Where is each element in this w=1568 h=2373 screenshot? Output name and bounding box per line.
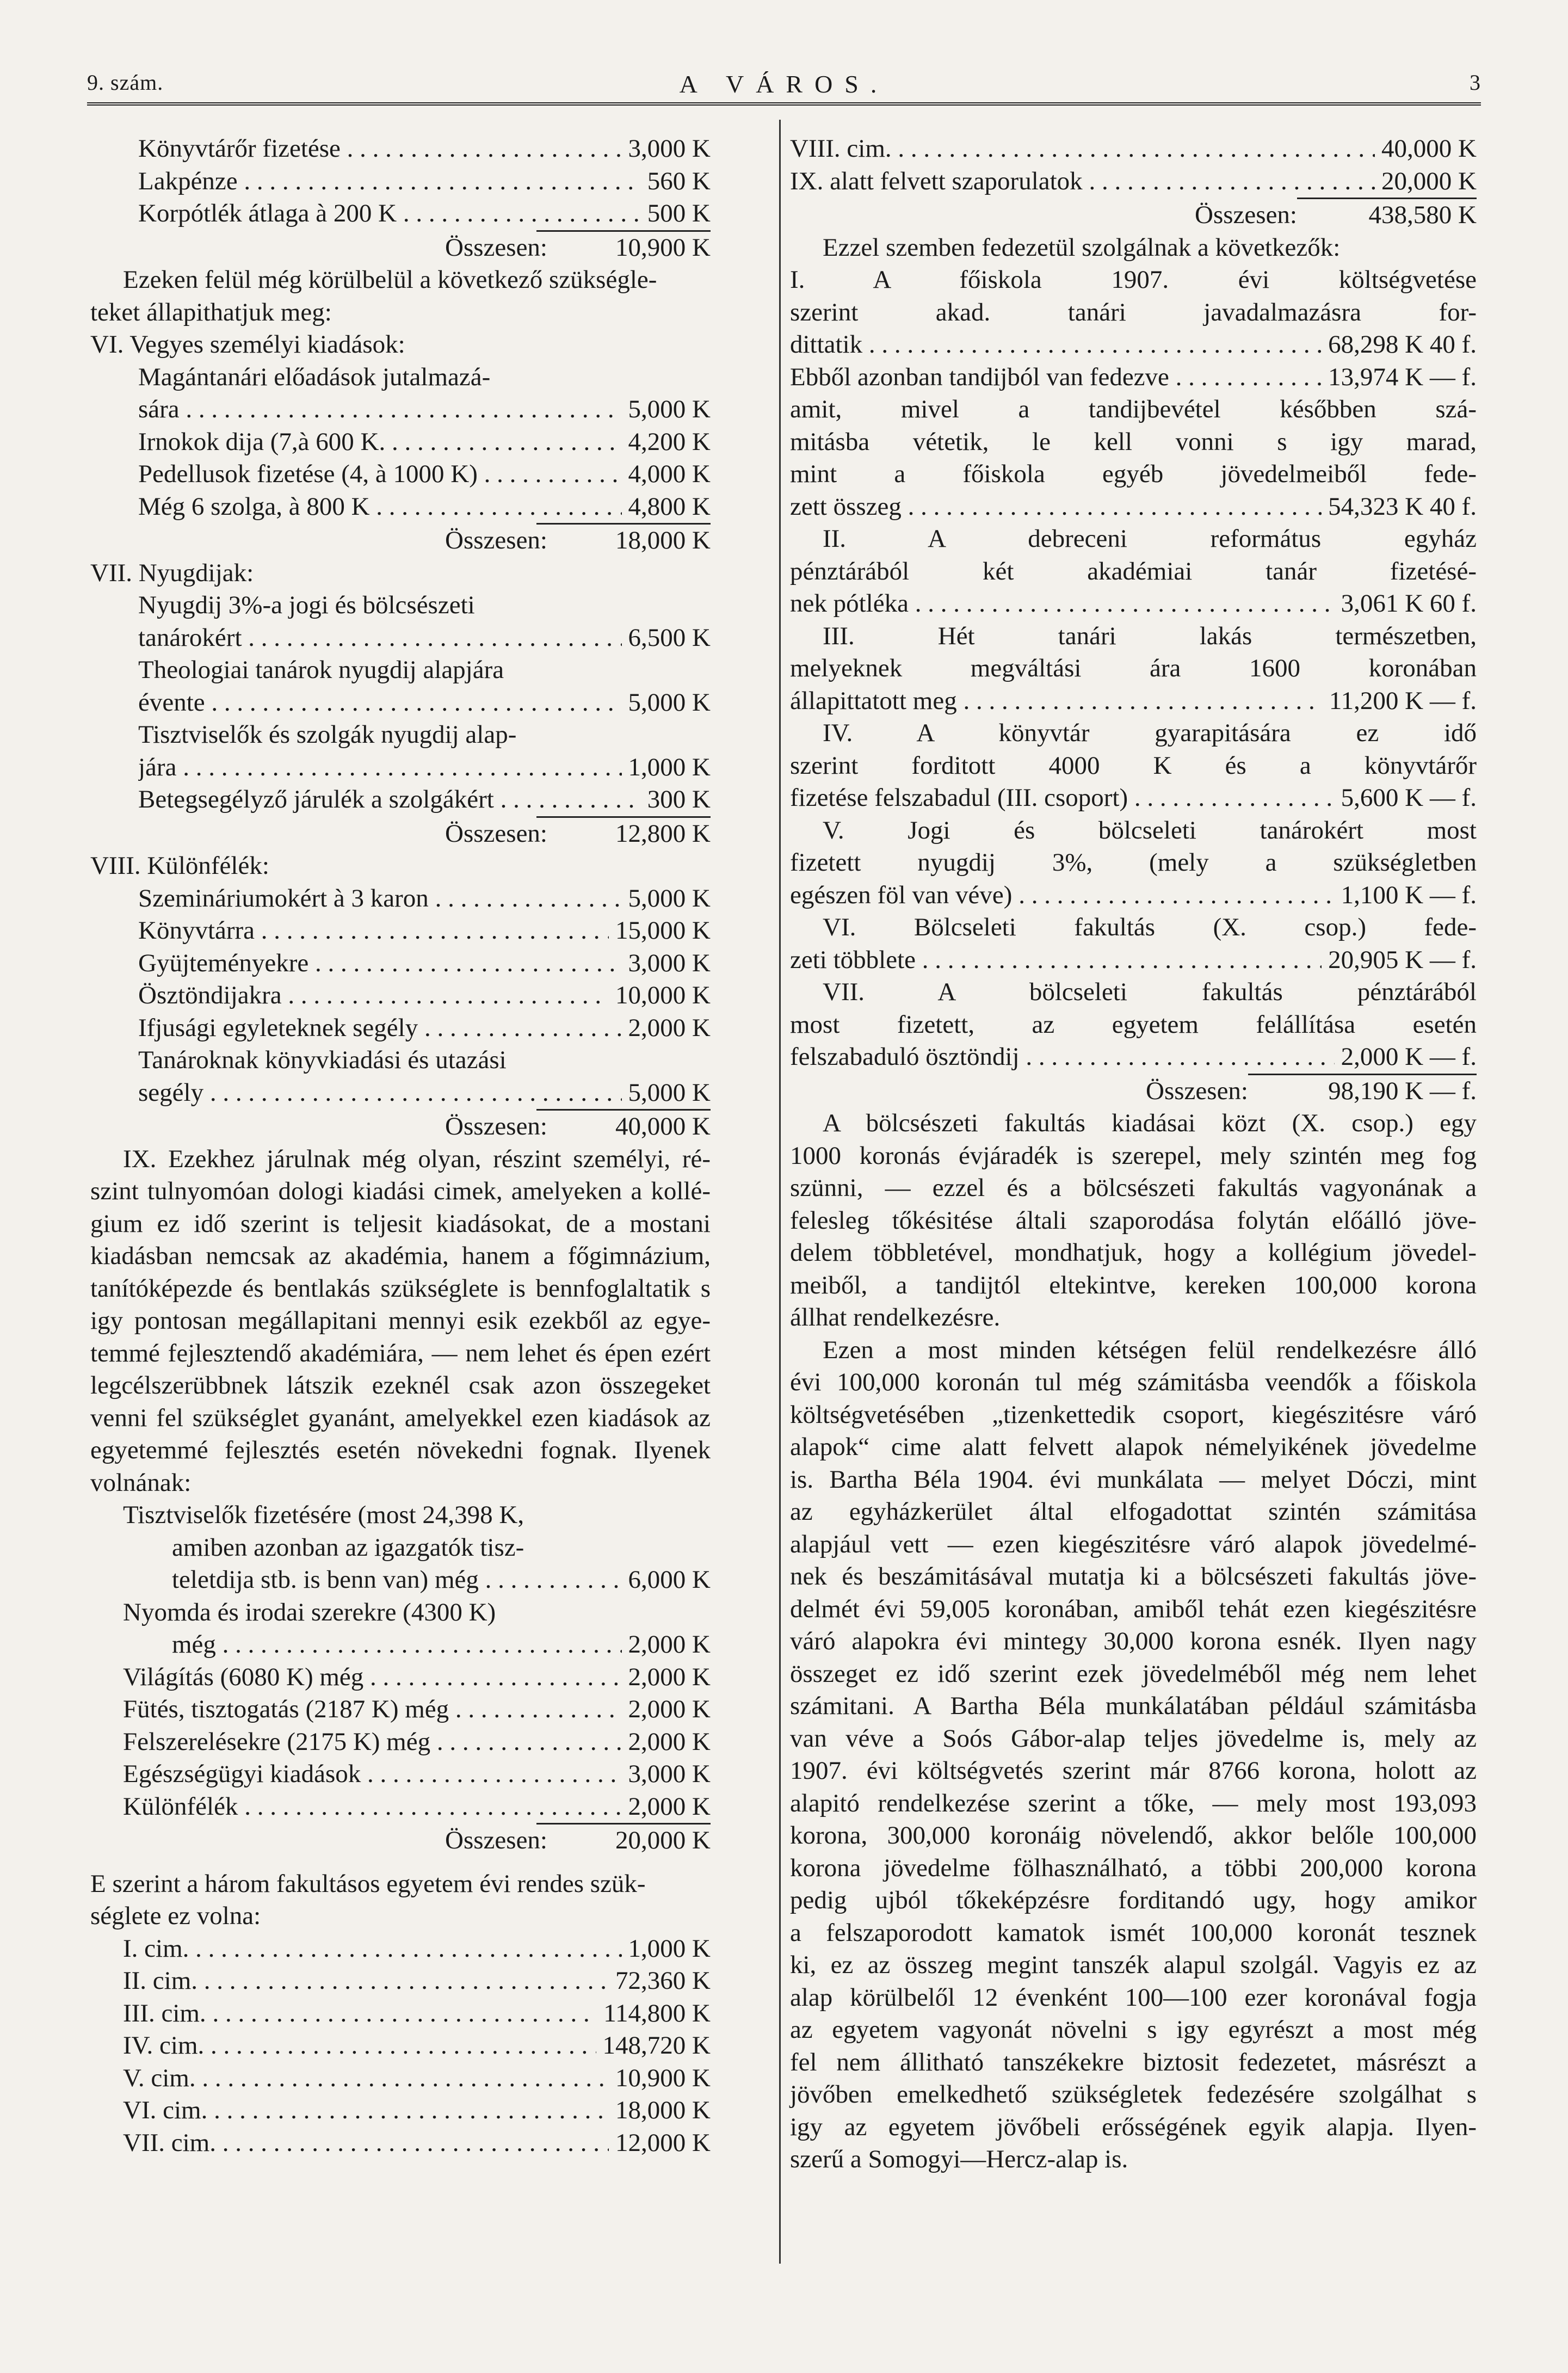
text-line: E szerint a három fakultásos egyetem évi rendes szük- (90, 1869, 646, 1898)
amount: 10,900 K (609, 232, 711, 264)
amount: 6,500 K (622, 622, 711, 655)
ledger-row (790, 879, 1477, 912)
label: Összesen: (1195, 201, 1297, 229)
label: Szemináriumokért à 3 karon . . . (138, 883, 711, 915)
paragraph-line: van véve a Soós Gábor-alap teljes jövedelme is, mely az (790, 1724, 1477, 1753)
cim-row (90, 2062, 711, 2095)
amount: 114,800 K (597, 1998, 711, 2030)
paragraph-line: korona, 300,000 koronáig növelendő, akkor belőle 100,000 (790, 1821, 1477, 1850)
paragraph-line: szint tulnyomóan dologi kiadási cimek, amelyeken a kollé- (90, 1177, 711, 1205)
label: Irnokok dija (7,à 600 K. . . . (138, 426, 711, 459)
paragraph-line: fel nem állitható tanszékekre biztosit fedezetet, másrészt a (790, 2048, 1477, 2076)
label: Világítás (6080 K) még . . . (123, 1661, 711, 1694)
cim-row (90, 2094, 711, 2127)
amount: 12,000 K (609, 2127, 711, 2160)
paragraph-line: fizetett nyugdij 3%, (mely a szükségletben (790, 848, 1477, 877)
paragraph-line: II. A debreceni református egyház (823, 525, 1477, 553)
cim-row (90, 1965, 711, 1998)
ledger-row (790, 944, 1477, 977)
amount: 438,580 K (1362, 199, 1477, 232)
label: segély . . . (138, 1077, 711, 1110)
label: nek pótléka . . . (790, 588, 1477, 620)
label: Még 6 szolga, à 800 K . . . (138, 491, 711, 523)
paragraph-line: A bölcsészeti fakultás kiadásai közt (X. csop.) egy (823, 1109, 1477, 1137)
label: Pedellusok fizetése (4, à 1000 K) . . . (138, 458, 711, 491)
page-number: 3 (1470, 70, 1481, 95)
label: II. cim. . . . (123, 1965, 711, 1998)
label: VI. cim. . . . (123, 2094, 711, 2127)
label: sára . . . (138, 393, 711, 426)
paragraph-line: temmé fejlesztendő akadémiára, — nem lehet és épen ezért (90, 1339, 711, 1367)
amount: 560 K (641, 165, 711, 198)
paragraph-line: legcélszerübbnek látszik ezeknél csak azon összegeket (90, 1371, 711, 1400)
label: Könyvtárőr fizetése . . . (138, 133, 711, 165)
paragraph-line: IV. A könyvtár gyarapitására ez idő (823, 719, 1477, 747)
total-row (790, 199, 1477, 232)
amount: 5,000 K (622, 393, 711, 426)
ledger-row (90, 947, 711, 980)
ledger-row (90, 1693, 711, 1726)
ledger-row (90, 1661, 711, 1694)
text-line: Ezzel szemben fedezetül szolgálnak a következők: (823, 233, 1341, 262)
total-row (90, 525, 711, 557)
ledger-row (90, 458, 711, 491)
paragraph-line: korona jövedelme fölhasználható, a többi 200,000 korona (790, 1853, 1477, 1882)
label: Korpótlék átlaga à 200 K . . . (138, 198, 711, 230)
paragraph-line: pedig ujból tőkeképzésre forditandó ugy, hogy amikor (790, 1886, 1477, 1914)
ledger-row (90, 915, 711, 947)
ledger-row (790, 782, 1477, 815)
label: zett összeg . . . (790, 491, 1477, 523)
label: IX. alatt felvett szaporulatok . . . (790, 165, 1477, 198)
ledger-row (90, 133, 711, 165)
label: Összesen: (445, 526, 547, 554)
ledger-row (90, 883, 711, 915)
paragraph-line: az egyetem vagyonát növelni s igy egyrészt a most még (790, 2015, 1477, 2044)
amount: 20,000 K (609, 1825, 711, 1857)
paragraph-line: nek és beszámitásával mutatja ki a bölcsészeti fakultás jöve- (790, 1562, 1477, 1591)
label: évente . . . (138, 687, 711, 719)
amount: 13,974 K — f. (1322, 361, 1477, 394)
ledger-row (90, 979, 711, 1012)
paragraph-line: Ezen a most minden kétségen felül rendelkezésre álló (823, 1335, 1477, 1364)
ledger-row (90, 1791, 711, 1823)
paragraph-line: 1000 koronás évjáradék is szerepel, mely szintén meg fog (790, 1141, 1477, 1170)
text-line: amiben azonban az igazgatók tisz- (172, 1533, 524, 1562)
amount: 500 K (641, 198, 711, 230)
amount: 4,000 K (622, 458, 711, 491)
text-line: Nyugdij 3%-a jogi és bölcsészeti (138, 591, 475, 619)
label: Összesen: (445, 819, 547, 848)
label: Ösztöndijakra . . . (138, 979, 711, 1012)
section-title: VI. Vegyes személyi kiadások: (90, 330, 405, 359)
amount: 5,000 K (622, 687, 711, 719)
ledger-row (790, 491, 1477, 523)
amount: 148,720 K (596, 2030, 711, 2062)
paragraph-line: a felszaporodott kamatok ismét 100,000 koronát tesznek (790, 1918, 1477, 1947)
paragraph-line: mitásba vétetik, le kell vonni s igy marad, (790, 427, 1477, 456)
label: zeti többlete . . . (790, 944, 1477, 977)
paragraph-line: 1907. évi költségvetés szerint már 8766 korona, holott az (790, 1756, 1477, 1785)
ledger-row (790, 329, 1477, 361)
paragraph-line: szerű a Somogyi—Hercz-alap is. (790, 2145, 1128, 2173)
paragraph-line: jövőben emelkedhető szükségletek fedezésére szolgálhat s (790, 2080, 1477, 2109)
paragraph-line: VI. Bölcseleti fakultás (X. csop.) fede- (823, 913, 1477, 941)
ledger-row (90, 393, 711, 426)
label: Egészségügyi kiadások . . . (123, 1758, 711, 1791)
paragraph-line: mint a főiskola egyéb jövedelmeiből fede- (790, 460, 1477, 488)
amount: 5,000 K (622, 1077, 711, 1110)
label: Ebből azonban tandijból van fedezve . . . (790, 361, 1477, 394)
paragraph-line: delmét évi 59,005 koronában, amiből tehát ezen kiegészitésre (790, 1594, 1477, 1623)
amount: 3,000 K (622, 1758, 711, 1791)
amount: 20,905 K — f. (1322, 944, 1477, 977)
label: fizetése felszabadul (III. csoport) . . . (790, 782, 1477, 815)
amount: 6,000 K (622, 1564, 711, 1597)
paragraph-line: igy pontosan megállapitani mennyi esik ezekből az egye- (90, 1306, 711, 1335)
amount: 10,900 K (609, 2062, 711, 2095)
amount: 2,000 K (622, 1012, 711, 1045)
ledger-row (90, 751, 711, 784)
amount: 2,000 K (622, 1661, 711, 1694)
label: Könyvtárra . . . (138, 915, 711, 947)
amount: 18,000 K (609, 525, 711, 557)
amount: 12,800 K (609, 818, 711, 850)
amount: 1,100 K — f. (1335, 879, 1477, 912)
text-line: Tanároknak könyvkiadási és utazási (138, 1046, 507, 1074)
label: felszabaduló ösztöndij . . . (790, 1041, 1477, 1074)
label: még . . . (172, 1629, 711, 1661)
amount: 15,000 K (609, 915, 711, 947)
ledger-row (790, 165, 1477, 198)
total-row (90, 1825, 711, 1857)
issue-number: 9. szám. (87, 70, 164, 95)
paragraph-line: felesleg tőkésitése általi szaporodása folytán előálló jöve- (790, 1206, 1477, 1235)
amount: 4,200 K (622, 426, 711, 459)
amount: 3,061 K 60 f. (1335, 588, 1477, 620)
ledger-row (790, 588, 1477, 620)
ledger-row (90, 1758, 711, 1791)
amount: 5,000 K (622, 883, 711, 915)
label: Fütés, tisztogatás (2187 K) még . . . (123, 1693, 711, 1726)
paragraph-line: szerint forditott 4000 K és a könyvtárőr (790, 751, 1477, 780)
paragraph-line: is. Bartha Béla 1904. évi munkálata — melyet Dóczi, mint (790, 1465, 1477, 1494)
label: Összesen: (445, 233, 547, 262)
total-row (790, 1075, 1477, 1108)
label: jára . . . (138, 751, 711, 784)
cim-row (90, 1933, 711, 1965)
paragraph-line: amit, mivel a tandijbevétel későbben szá- (790, 395, 1477, 423)
amount: 3,000 K (622, 947, 711, 980)
amount: 1,000 K (622, 751, 711, 784)
label: tanárokért . . . (138, 622, 711, 655)
paragraph-line: egyetemmé fejlesztés esetén növekedni fognak. Ilyenek (90, 1436, 711, 1464)
paragraph-line: melyeknek megváltási ára 1600 koronában (790, 654, 1477, 682)
label: dittatik . . . (790, 329, 1477, 361)
paragraph-line: V. Jogi és bölcseleti tanárokért most (823, 816, 1477, 845)
amount: 20,000 K (1375, 165, 1477, 198)
paragraph-line: gium ez idő szerint is teljesit kiadásokat, de a mostani (90, 1209, 711, 1238)
paragraph-line: váró alapokra évi mintegy 30,000 korona esnék. Ilyen nagy (790, 1627, 1477, 1655)
amount: 2,000 K (622, 1629, 711, 1661)
ledger-row (90, 1077, 711, 1110)
amount: 11,200 K — f. (1323, 685, 1477, 718)
paragraph-line: IX. Ezekhez járulnak még olyan, részint személyi, ré- (123, 1144, 711, 1173)
journal-title: A VÁROS. (679, 70, 889, 98)
paragraph-line: szerint akad. tanári javadalmazásra for- (790, 298, 1477, 326)
header-rule (87, 102, 1481, 106)
text-line: séglete ez volna: (90, 1902, 261, 1930)
amount: 68,298 K 40 f. (1322, 329, 1477, 361)
paragraph-line: volnának: (90, 1468, 192, 1497)
paragraph-line: most fizetett, az egyetem felállítása esetén (790, 1010, 1477, 1039)
paragraph-line: I. A főiskola 1907. évi költségvetése (790, 266, 1477, 294)
amount: 5,600 K — f. (1335, 782, 1477, 815)
ledger-row (90, 784, 711, 816)
paragraph-line: állhat rendelkezésre. (790, 1303, 1001, 1332)
cim-row (90, 1998, 711, 2030)
paragraph-line: évi 100,000 koronán tul még számitásba veendők a főiskola (790, 1368, 1477, 1396)
column-divider (779, 120, 781, 2264)
amount: 2,000 K (622, 1693, 711, 1726)
label: állapittatott meg . . . (790, 685, 1477, 718)
label: Lakpénze . . . (138, 165, 711, 198)
amount: 40,000 K (1375, 133, 1477, 165)
label: Betegsegélyző járulék a szolgákért . . . (138, 784, 711, 816)
total-row (90, 232, 711, 264)
page-header (87, 70, 1481, 102)
paragraph-line: tanítóképezde és bentlakás szükséglete is bennfoglaltatik s (90, 1274, 711, 1303)
label: VII. cim. . . . (123, 2127, 711, 2160)
label: III. cim. . . . (123, 1998, 711, 2030)
amount: 4,800 K (622, 491, 711, 523)
section-title: VIII. Különfélék: (90, 852, 269, 880)
paragraph-line: alapok“ cime alatt felvett alapok némelyikének jövedelme (790, 1433, 1477, 1461)
cim-row (90, 2127, 711, 2160)
paragraph-line: alap körülbelől 12 évenként 100—100 ezer koronával fogja (790, 1983, 1477, 2012)
text-line: Theologiai tanárok nyugdij alapjára (138, 656, 504, 684)
paragraph-line: az egyházkerület által elfogadottat szintén számitása (790, 1497, 1477, 1526)
paragraph-line: pénztárából két akadémiai tanár fizetésé- (790, 557, 1477, 585)
paragraph-line: összeget ez idő szerint ezek jövedelméből még nem lehet (790, 1659, 1477, 1688)
paragraph-line: kiadásban nemcsak az akadémia, hanem a főgimnázium, (90, 1242, 711, 1270)
label: teletdija stb. is benn van) még . . . (172, 1564, 711, 1597)
ledger-row (90, 1629, 711, 1661)
ledger-row (90, 165, 711, 198)
amount: 10,000 K (609, 979, 711, 1012)
text-line: Magántanári előadások jutalmazá- (138, 362, 491, 391)
text-line: Nyomda és irodai szerekre (4300 K) (123, 1598, 496, 1626)
label: VIII. cim. . . . (790, 133, 1477, 165)
text-line: Ezeken felül még körülbelül a következő szükségle- (123, 266, 657, 294)
amount: 2,000 K (622, 1791, 711, 1823)
paragraph-line: alapitó rendelkezése szerint a tőke, — mely most 193,093 (790, 1789, 1477, 1817)
text-line: Tisztviselők és szolgák nyugdij alap- (138, 720, 517, 749)
ledger-row (90, 426, 711, 459)
ledger-row (90, 622, 711, 655)
amount: 3,000 K (622, 133, 711, 165)
label: Összesen: (445, 1112, 547, 1141)
amount: 18,000 K (609, 2094, 711, 2127)
amount: 300 K (641, 784, 711, 816)
amount: 2,000 K (622, 1726, 711, 1759)
paragraph-line: delem többletével, mondhatjuk, hogy a kollégium jövedel- (790, 1238, 1477, 1267)
ledger-row (90, 491, 711, 523)
ledger-row (790, 361, 1477, 394)
total-row (90, 818, 711, 850)
amount: 40,000 K (609, 1111, 711, 1143)
ledger-row (790, 685, 1477, 718)
amount: 2,000 K — f. (1335, 1041, 1477, 1074)
total-row (90, 1111, 711, 1143)
paragraph-line: III. Hét tanári lakás természetben, (823, 621, 1477, 650)
paragraph-line: szünni, — ezzel és a bölcsészeti fakultás vagyonának a (790, 1174, 1477, 1202)
section-title: VII. Nyugdijak: (90, 558, 254, 587)
text-line: teket állapithatjuk meg: (90, 298, 332, 326)
paragraph-line: venni fel szükséglet gyanánt, amelyekkel ezen kiadások az (90, 1403, 711, 1432)
label: Különfélék . . . (123, 1791, 711, 1823)
paragraph-line: VII. A bölcseleti fakultás pénztárából (823, 978, 1477, 1006)
label: I. cim. . . . (123, 1933, 711, 1965)
label: Összesen: (1146, 1076, 1248, 1105)
label: egészen föl van véve) . . . (790, 879, 1477, 912)
label: Gyüjteményekre . . . (138, 947, 711, 980)
label: V. cim. . . . (123, 2062, 711, 2095)
paragraph-line: számitani. A Bartha Béla munkálatában például számitásba (790, 1692, 1477, 1720)
label: Ifjusági egyleteknek segély . . . (138, 1012, 711, 1045)
label: Összesen: (445, 1826, 547, 1854)
paragraph-line: ki, ez az összeg megint tanszék alapul szolgál. Vagyis ez az (790, 1951, 1477, 1979)
amount: 54,323 K 40 f. (1322, 491, 1477, 523)
amount: 98,190 K — f. (1322, 1075, 1477, 1108)
ledger-row (90, 1012, 711, 1045)
ledger-row (90, 1564, 711, 1597)
ledger-row (90, 198, 711, 230)
ledger-row (790, 133, 1477, 165)
paragraph-line: igy az egyetem jövőbeli erősségének egyik alapja. Ilyen- (790, 2112, 1477, 2141)
label: IV. cim. . . . (123, 2030, 711, 2062)
amount: 72,360 K (609, 1965, 711, 1998)
cim-row (90, 2030, 711, 2062)
ledger-row (790, 1041, 1477, 1074)
paragraph-line: alapjául vett — ezen kiegészitésre váró alapok jövedelmé- (790, 1530, 1477, 1558)
label: Felszerelésekre (2175 K) még . . . (123, 1726, 711, 1759)
amount: 1,000 K (622, 1933, 711, 1965)
paragraph-line: meiből, a tandijtól eltekintve, kereken 100,000 korona (790, 1271, 1477, 1299)
ledger-row (90, 687, 711, 719)
paragraph-line: költségvetésében „tizenkettedik csoport, kiegészitésre váró (790, 1400, 1477, 1429)
left-column (90, 133, 711, 2159)
ledger-row (90, 1726, 711, 1759)
text-line: Tisztviselők fizetésére (most 24,398 K, (123, 1501, 524, 1529)
right-column (790, 133, 1477, 2176)
